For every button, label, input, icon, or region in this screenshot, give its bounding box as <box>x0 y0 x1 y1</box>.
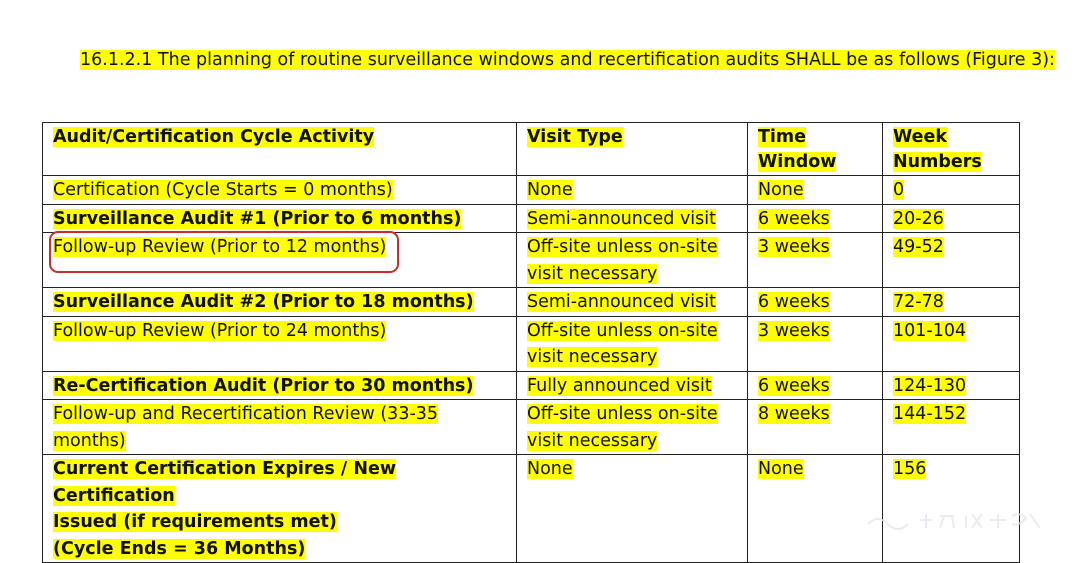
section-heading <box>80 48 1055 72</box>
activity-cell <box>43 176 517 205</box>
table-row <box>43 288 1020 317</box>
table-row <box>43 233 1020 288</box>
time-window-cell <box>748 400 883 455</box>
week-numbers-cell <box>883 233 1020 288</box>
week-numbers-cell <box>883 371 1020 400</box>
visit-type-cell <box>517 288 748 317</box>
visit-type-text: Fully announced visit <box>527 375 712 396</box>
activity-text: Certification (Cycle Starts = 0 months) <box>53 180 393 200</box>
header-week-numbers-line2: Numbers <box>893 152 982 172</box>
week-numbers-text: 0 <box>893 180 905 200</box>
week-numbers-cell <box>883 176 1020 205</box>
visit-type-text: Semi-announced visit <box>527 292 717 312</box>
time-window-cell <box>748 455 883 563</box>
heading-text: 16.1.2.1 The planning of routine surveillance windows and recertification audits SHALL be as follows (Figure 3): <box>80 50 1055 70</box>
week-numbers-text: 72-78 <box>893 292 944 312</box>
activity-line1: Current Certification Expires / New Certification <box>53 459 397 506</box>
visit-type-text: None <box>527 459 573 479</box>
time-window-text: None <box>758 459 804 479</box>
time-window-cell <box>748 233 883 288</box>
time-window-cell <box>748 371 883 400</box>
visit-type-cell <box>517 204 748 233</box>
activity-line2: months) <box>53 430 126 451</box>
table-row <box>43 455 1020 563</box>
header-time-window-line1: Time <box>758 127 807 147</box>
time-window-text: None <box>758 180 804 200</box>
visit-type-cell <box>517 371 748 400</box>
time-window-text: 6 weeks <box>758 208 830 229</box>
week-numbers-text: 49-52 <box>893 237 944 257</box>
visit-type-line1: Off-site unless on-site <box>527 320 718 341</box>
time-window-cell <box>748 288 883 317</box>
week-numbers-cell <box>883 400 1020 455</box>
activity-text: Follow-up Review (Prior to 12 months) <box>53 237 387 257</box>
week-numbers-text: 156 <box>893 459 927 479</box>
week-numbers-cell <box>883 288 1020 317</box>
activity-cell <box>43 204 517 233</box>
week-numbers-text: 20-26 <box>893 208 944 229</box>
activity-text: Re-Certification Audit (Prior to 30 months) <box>53 375 474 396</box>
header-visit-type-label: Visit Type <box>527 127 623 147</box>
week-numbers-cell <box>883 316 1020 371</box>
week-numbers-cell <box>883 204 1020 233</box>
visit-type-line2: visit necessary <box>527 263 658 284</box>
table-row <box>43 316 1020 371</box>
activity-line2: Issued (if requirements met) <box>53 512 337 532</box>
activity-text: Follow-up Review (Prior to 24 months) <box>53 320 387 341</box>
header-activity <box>43 123 517 176</box>
week-numbers-text: 124-130 <box>893 375 967 396</box>
activity-line3: (Cycle Ends = 36 Months) <box>53 538 306 559</box>
table-row <box>43 176 1020 205</box>
time-window-cell <box>748 316 883 371</box>
time-window-text: 8 weeks <box>758 404 830 424</box>
time-window-text: 3 weeks <box>758 320 830 341</box>
visit-type-text: Semi-announced visit <box>527 208 717 229</box>
table-row <box>43 371 1020 400</box>
activity-text: Surveillance Audit #1 (Prior to 6 months) <box>53 208 462 229</box>
time-window-cell <box>748 176 883 205</box>
week-numbers-text: 144-152 <box>893 404 967 424</box>
time-window-cell <box>748 204 883 233</box>
activity-cell <box>43 400 517 455</box>
activity-cell <box>43 316 517 371</box>
activity-cell <box>43 455 517 563</box>
table-header-row <box>43 123 1020 176</box>
header-visit-type <box>517 123 748 176</box>
activity-cell <box>43 233 517 288</box>
visit-type-cell <box>517 233 748 288</box>
time-window-text: 6 weeks <box>758 375 830 396</box>
visit-type-line1: Off-site unless on-site <box>527 404 718 424</box>
visit-type-cell <box>517 176 748 205</box>
table-row <box>43 204 1020 233</box>
time-window-text: 6 weeks <box>758 292 830 312</box>
visit-type-line2: visit necessary <box>527 347 658 367</box>
activity-cell <box>43 371 517 400</box>
visit-type-line1: Off-site unless on-site <box>527 237 718 257</box>
visit-type-cell <box>517 400 748 455</box>
time-window-text: 3 weeks <box>758 237 830 257</box>
visit-type-cell <box>517 316 748 371</box>
audit-cycle-table <box>42 122 1020 563</box>
visit-type-cell <box>517 455 748 563</box>
header-time-window <box>748 123 883 176</box>
header-week-numbers <box>883 123 1020 176</box>
header-time-window-line2: Window <box>758 152 837 172</box>
table-row <box>43 400 1020 455</box>
header-activity-label: Audit/Certification Cycle Activity <box>53 127 375 147</box>
week-numbers-cell <box>883 455 1020 563</box>
activity-line1: Follow-up and Recertification Review (33-35 <box>53 404 439 424</box>
activity-cell <box>43 288 517 317</box>
activity-text: Surveillance Audit #2 (Prior to 18 months) <box>53 292 474 312</box>
visit-type-text: None <box>527 180 573 200</box>
header-week-numbers-line1: Week <box>893 127 948 147</box>
week-numbers-text: 101-104 <box>893 320 967 341</box>
visit-type-line2: visit necessary <box>527 430 658 451</box>
